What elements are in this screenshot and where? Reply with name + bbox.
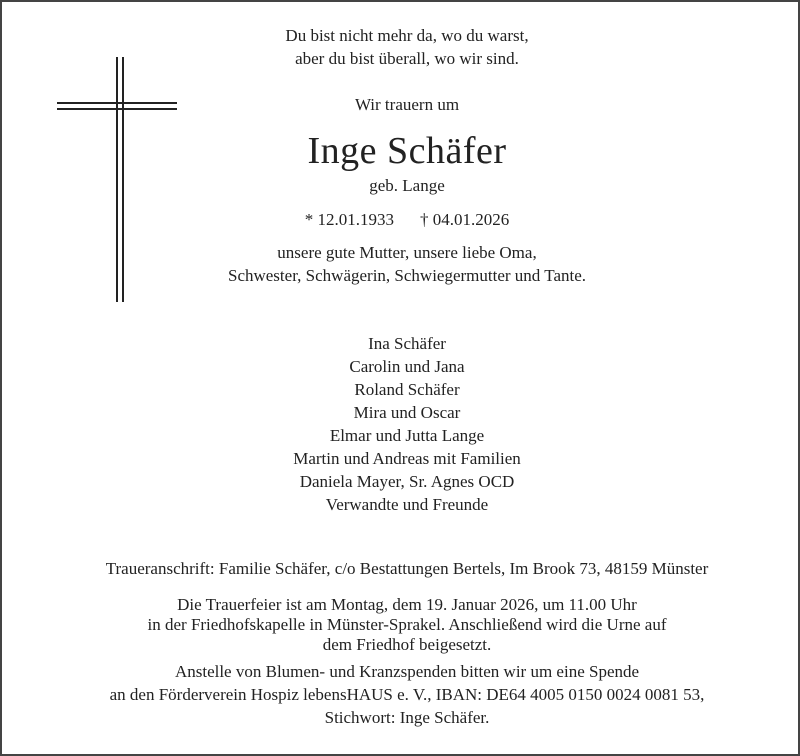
ceremony-line: in der Friedhofskapelle in Münster-Sprakel. Anschließend wird die Urne auf xyxy=(147,615,667,634)
mourner-entry: Roland Schäfer xyxy=(354,380,460,399)
ceremony-info xyxy=(2,595,800,655)
donation-request xyxy=(2,660,800,729)
memorial-verse xyxy=(2,24,800,70)
ceremony-line: dem Friedhof beigesetzt. xyxy=(322,635,492,654)
maiden-name: geb. Lange xyxy=(369,176,445,195)
death-date: † 04.01.2026 xyxy=(420,210,510,229)
mourner-entry: Ina Schäfer xyxy=(368,334,446,353)
donation-line: Anstelle von Blumen- und Kranzspenden bitten wir um eine Spende xyxy=(174,662,640,681)
mourner-entry: Verwandte und Freunde xyxy=(325,495,489,514)
life-dates xyxy=(2,208,800,231)
family-relations xyxy=(2,241,800,287)
mourner-entry: Elmar und Jutta Lange xyxy=(329,426,485,445)
verse-line: aber du bist überall, wo wir sind. xyxy=(295,49,519,68)
verse-line: Du bist nicht mehr da, wo du warst, xyxy=(285,26,529,45)
donation-line: an den Förderverein Hospiz lebensHAUS e. V., IBAN: DE64 4005 0150 0024 0081 53, xyxy=(109,685,705,704)
relations-line: Schwester, Schwägerin, Schwiegermutter und Tante. xyxy=(227,266,587,285)
intro-text: Wir trauern um xyxy=(354,95,460,114)
mourner-entry: Daniela Mayer, Sr. Agnes OCD xyxy=(299,472,515,491)
ceremony-line: Die Trauerfeier ist am Montag, dem 19. Januar 2026, um 11.00 Uhr xyxy=(177,595,637,614)
deceased-name: Inge Schäfer xyxy=(307,130,507,172)
mourner-entry: Carolin und Jana xyxy=(349,357,465,376)
donation-line: Stichwort: Inge Schäfer. xyxy=(324,708,490,727)
mourner-entry: Martin und Andreas mit Familien xyxy=(293,449,521,468)
relations-line: unsere gute Mutter, unsere liebe Oma, xyxy=(277,243,537,262)
mourners-list xyxy=(2,332,800,516)
mourning-address: Traueranschrift: Familie Schäfer, c/o Bestattungen Bertels, Im Brook 73, 48159 Münster xyxy=(105,559,709,578)
mourner-entry: Mira und Oscar xyxy=(353,403,461,422)
birth-date: * 12.01.1933 xyxy=(304,210,394,229)
